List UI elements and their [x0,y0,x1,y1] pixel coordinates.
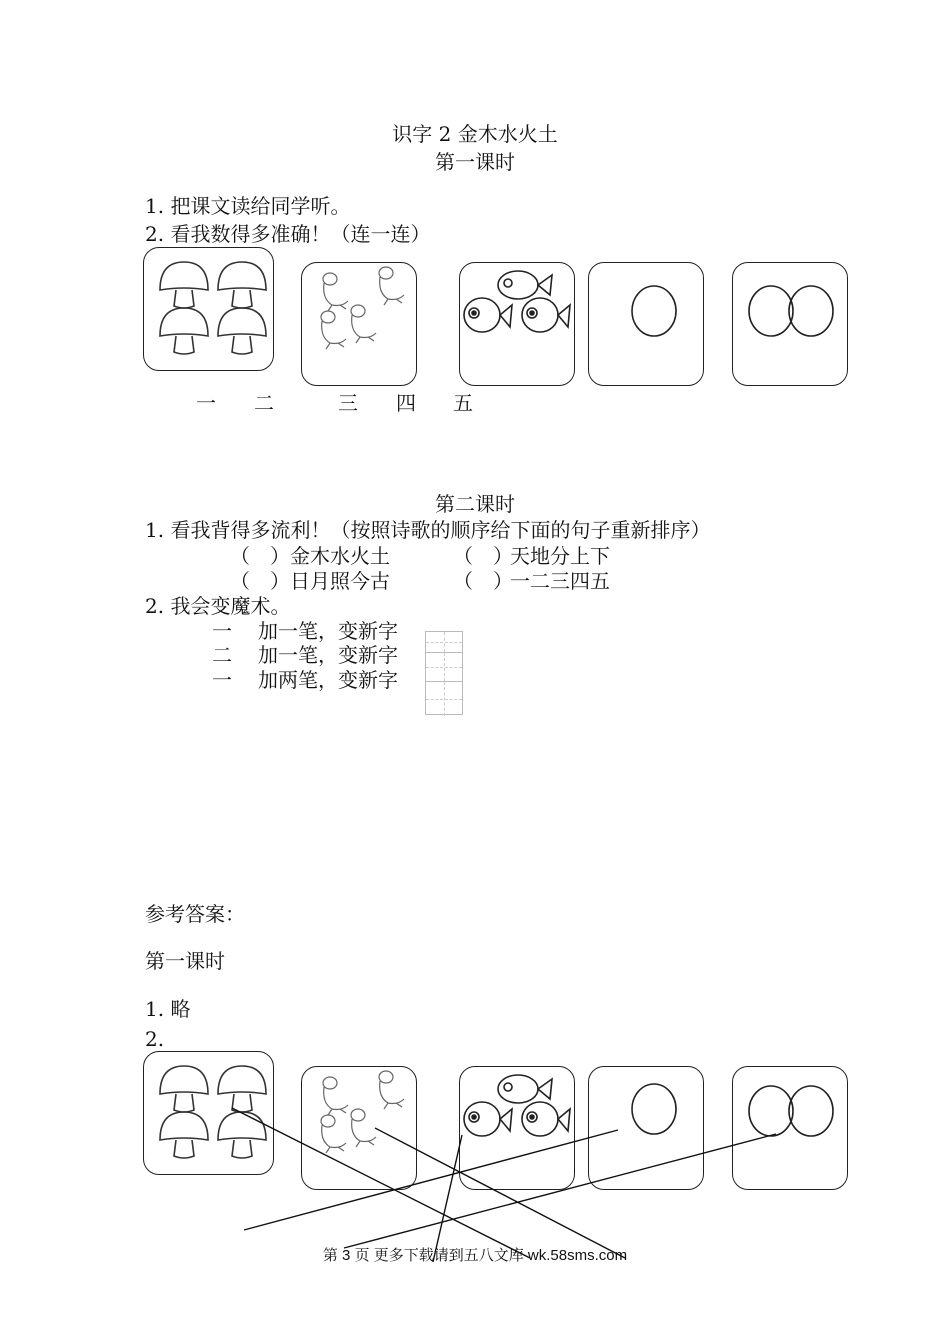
order-paren[interactable]: （ ） [230,569,290,593]
order-text: 金木水火土 [290,544,390,568]
lesson2-question-2: 2. 我会变魔术。 [145,594,291,618]
answer-line [433,1135,462,1262]
magic-text: 加一笔，变新字 [258,643,398,667]
answer-line [344,1134,776,1248]
lesson1-heading: 第一课时 [435,150,515,174]
magic-text: 加一笔，变新字 [258,619,398,643]
magic-char: 一 [212,619,232,643]
order-text: 日月照今古 [290,569,390,593]
lesson2-question-1: 1. 看我背得多流利！（按照诗歌的顺序给下面的句子重新排序） [145,518,711,542]
lesson1-question-2: 2. 看我数得多准确！（连一连） [145,222,431,246]
numeral-2: 二 [254,391,274,415]
magic-char: 二 [212,643,232,667]
numeral-3: 三 [338,391,358,415]
magic-text: 加两笔，变新字 [258,668,398,692]
lesson2-heading: 第二课时 [435,492,515,516]
answer-line [375,1128,625,1258]
order-paren[interactable]: （ ） [230,544,290,568]
answer-2: 2. [145,1027,165,1051]
numeral-4: 四 [396,391,416,415]
page-footer: 第 3 页 更多下载请到五八文库 wk.58sms.com [322,1247,628,1264]
answers-lesson1: 第一课时 [145,949,225,973]
page-title: 识字 2 金木水火土 [392,122,558,146]
order-paren[interactable]: （ ） [453,569,513,593]
numeral-1: 一 [196,391,216,415]
numeral-5: 五 [453,391,473,415]
lesson1-question-1: 1. 把课文读给同学听。 [145,194,351,218]
order-paren[interactable]: （ ） [453,544,513,568]
magic-char: 一 [212,668,232,692]
answer-line [244,1130,618,1230]
order-text: 一二三四五 [510,569,610,593]
answers-heading: 参考答案： [145,902,245,926]
order-text: 天地分上下 [510,544,610,568]
answer-1: 1. 略 [145,997,191,1021]
